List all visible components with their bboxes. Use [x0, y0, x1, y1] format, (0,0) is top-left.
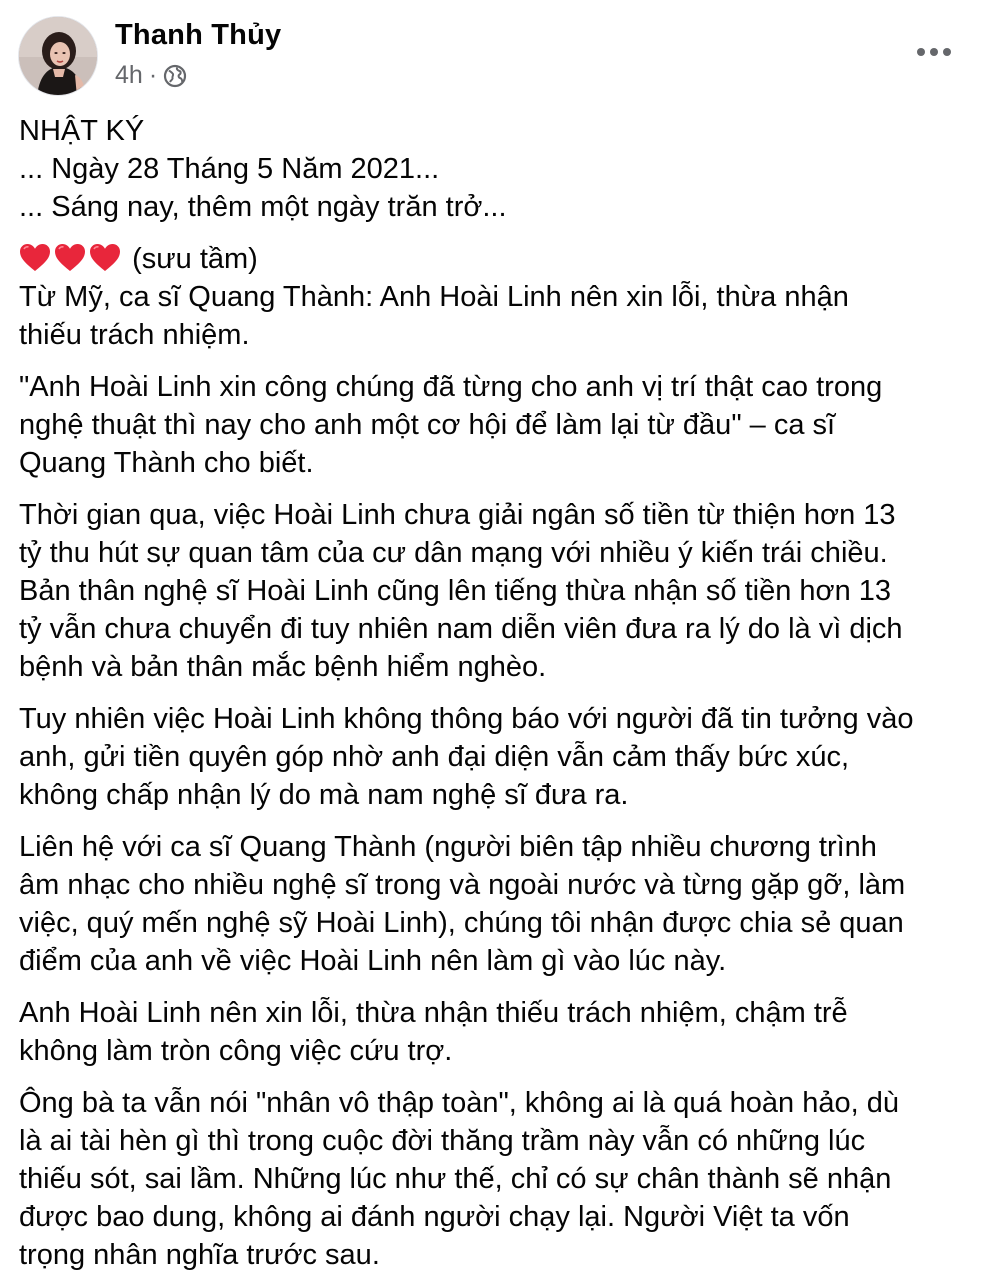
- paragraph-line: Ông bà ta vẫn nói "nhân vô thập toàn", không ai là quá hoàn hảo, dù: [19, 1087, 899, 1119]
- post-paragraph: [19, 1084, 964, 1274]
- paragraph-line: trọng nhân nghĩa trước sau.: [19, 1239, 380, 1271]
- paragraph-line: Thời gian qua, việc Hoài Linh chưa giải ngân số tiền từ thiện hơn 13: [19, 499, 896, 531]
- paragraph-line: Từ Mỹ, ca sĩ Quang Thành: Anh Hoài Linh nên xin lỗi, thừa nhận: [19, 281, 849, 313]
- hearts-line: [19, 240, 964, 278]
- post-meta: [115, 61, 187, 90]
- heart-icon: [19, 243, 51, 273]
- hearts-caption: (sưu tầm): [132, 243, 258, 275]
- paragraph-line: anh, gửi tiền quyên góp nhờ anh đại diện vẫn cảm thấy bức xúc,: [19, 741, 850, 773]
- post-paragraph: [19, 496, 964, 686]
- post-body: [19, 112, 964, 1288]
- post-intro: [19, 112, 964, 226]
- paragraph-line: là ai tài hèn gì thì trong cuộc đời thăng trầm này vẫn có những lúc: [19, 1125, 866, 1157]
- post-intro-line: NHẬT KÝ: [19, 115, 145, 147]
- heart-icon: [89, 243, 121, 273]
- paragraph-line: việc, quý mến nghệ sỹ Hoài Linh), chúng tôi nhận được chia sẻ quan: [19, 907, 904, 939]
- post-paragraph: [19, 994, 964, 1070]
- post-intro-line: ... Sáng nay, thêm một ngày trăn trở...: [19, 191, 507, 223]
- paragraph-line: thiếu sót, sai lầm. Những lúc như thế, chỉ có sự chân thành sẽ nhận: [19, 1163, 892, 1195]
- post-timestamp[interactable]: 4h: [115, 61, 143, 89]
- post-paragraph: [19, 368, 964, 482]
- paragraph-line: âm nhạc cho nhiều nghệ sĩ trong và ngoài nước và từng gặp gỡ, làm: [19, 869, 906, 901]
- paragraph-line: Tuy nhiên việc Hoài Linh không thông báo với người đã tin tưởng vào: [19, 703, 914, 735]
- paragraph-line: bệnh và bản thân mắc bệnh hiểm nghèo.: [19, 651, 547, 683]
- avatar[interactable]: [18, 16, 98, 96]
- author-name[interactable]: Thanh Thủy: [115, 19, 282, 51]
- more-horizontal-icon: [917, 48, 951, 56]
- post-paragraph: [19, 828, 964, 980]
- avatar-image: [19, 17, 98, 96]
- post-paragraph: [19, 278, 964, 354]
- paragraph-line: tỷ thu hút sự quan tâm của cư dân mạng với nhiều ý kiến trái chiều.: [19, 537, 888, 569]
- globe-icon[interactable]: [163, 64, 187, 88]
- post-header: [18, 16, 966, 98]
- paragraph-line: không chấp nhận lý do mà nam nghệ sĩ đưa ra.: [19, 779, 629, 811]
- paragraph-line: thiếu trách nhiệm.: [19, 319, 250, 351]
- paragraph-line: Quang Thành cho biết.: [19, 447, 314, 479]
- paragraph-line: nghệ thuật thì nay cho anh một cơ hội để làm lại từ đầu" – ca sĩ: [19, 409, 836, 441]
- paragraph-line: "Anh Hoài Linh xin công chúng đã từng cho anh vị trí thật cao trong: [19, 371, 883, 403]
- post-intro-line: ... Ngày 28 Tháng 5 Năm 2021...: [19, 153, 440, 185]
- meta-separator: ·: [148, 61, 158, 89]
- more-options-button[interactable]: [910, 34, 958, 70]
- heart-icon: [54, 243, 86, 273]
- paragraph-line: Anh Hoài Linh nên xin lỗi, thừa nhận thiếu trách nhiệm, chậm trễ: [19, 997, 848, 1029]
- paragraph-line: được bao dung, không ai đánh người chạy lại. Người Việt ta vốn: [19, 1201, 850, 1233]
- paragraph-line: không làm tròn công việc cứu trợ.: [19, 1035, 453, 1067]
- paragraph-line: điểm của anh về việc Hoài Linh nên làm gì vào lúc này.: [19, 945, 727, 977]
- paragraph-line: Bản thân nghệ sĩ Hoài Linh cũng lên tiếng thừa nhận số tiền hơn 13: [19, 575, 892, 607]
- paragraph-line: tỷ vẫn chưa chuyển đi tuy nhiên nam diễn viên đưa ra lý do là vì dịch: [19, 613, 903, 645]
- paragraph-line: Liên hệ với ca sĩ Quang Thành (người biên tập nhiều chương trình: [19, 831, 877, 863]
- post-paragraph: [19, 700, 964, 814]
